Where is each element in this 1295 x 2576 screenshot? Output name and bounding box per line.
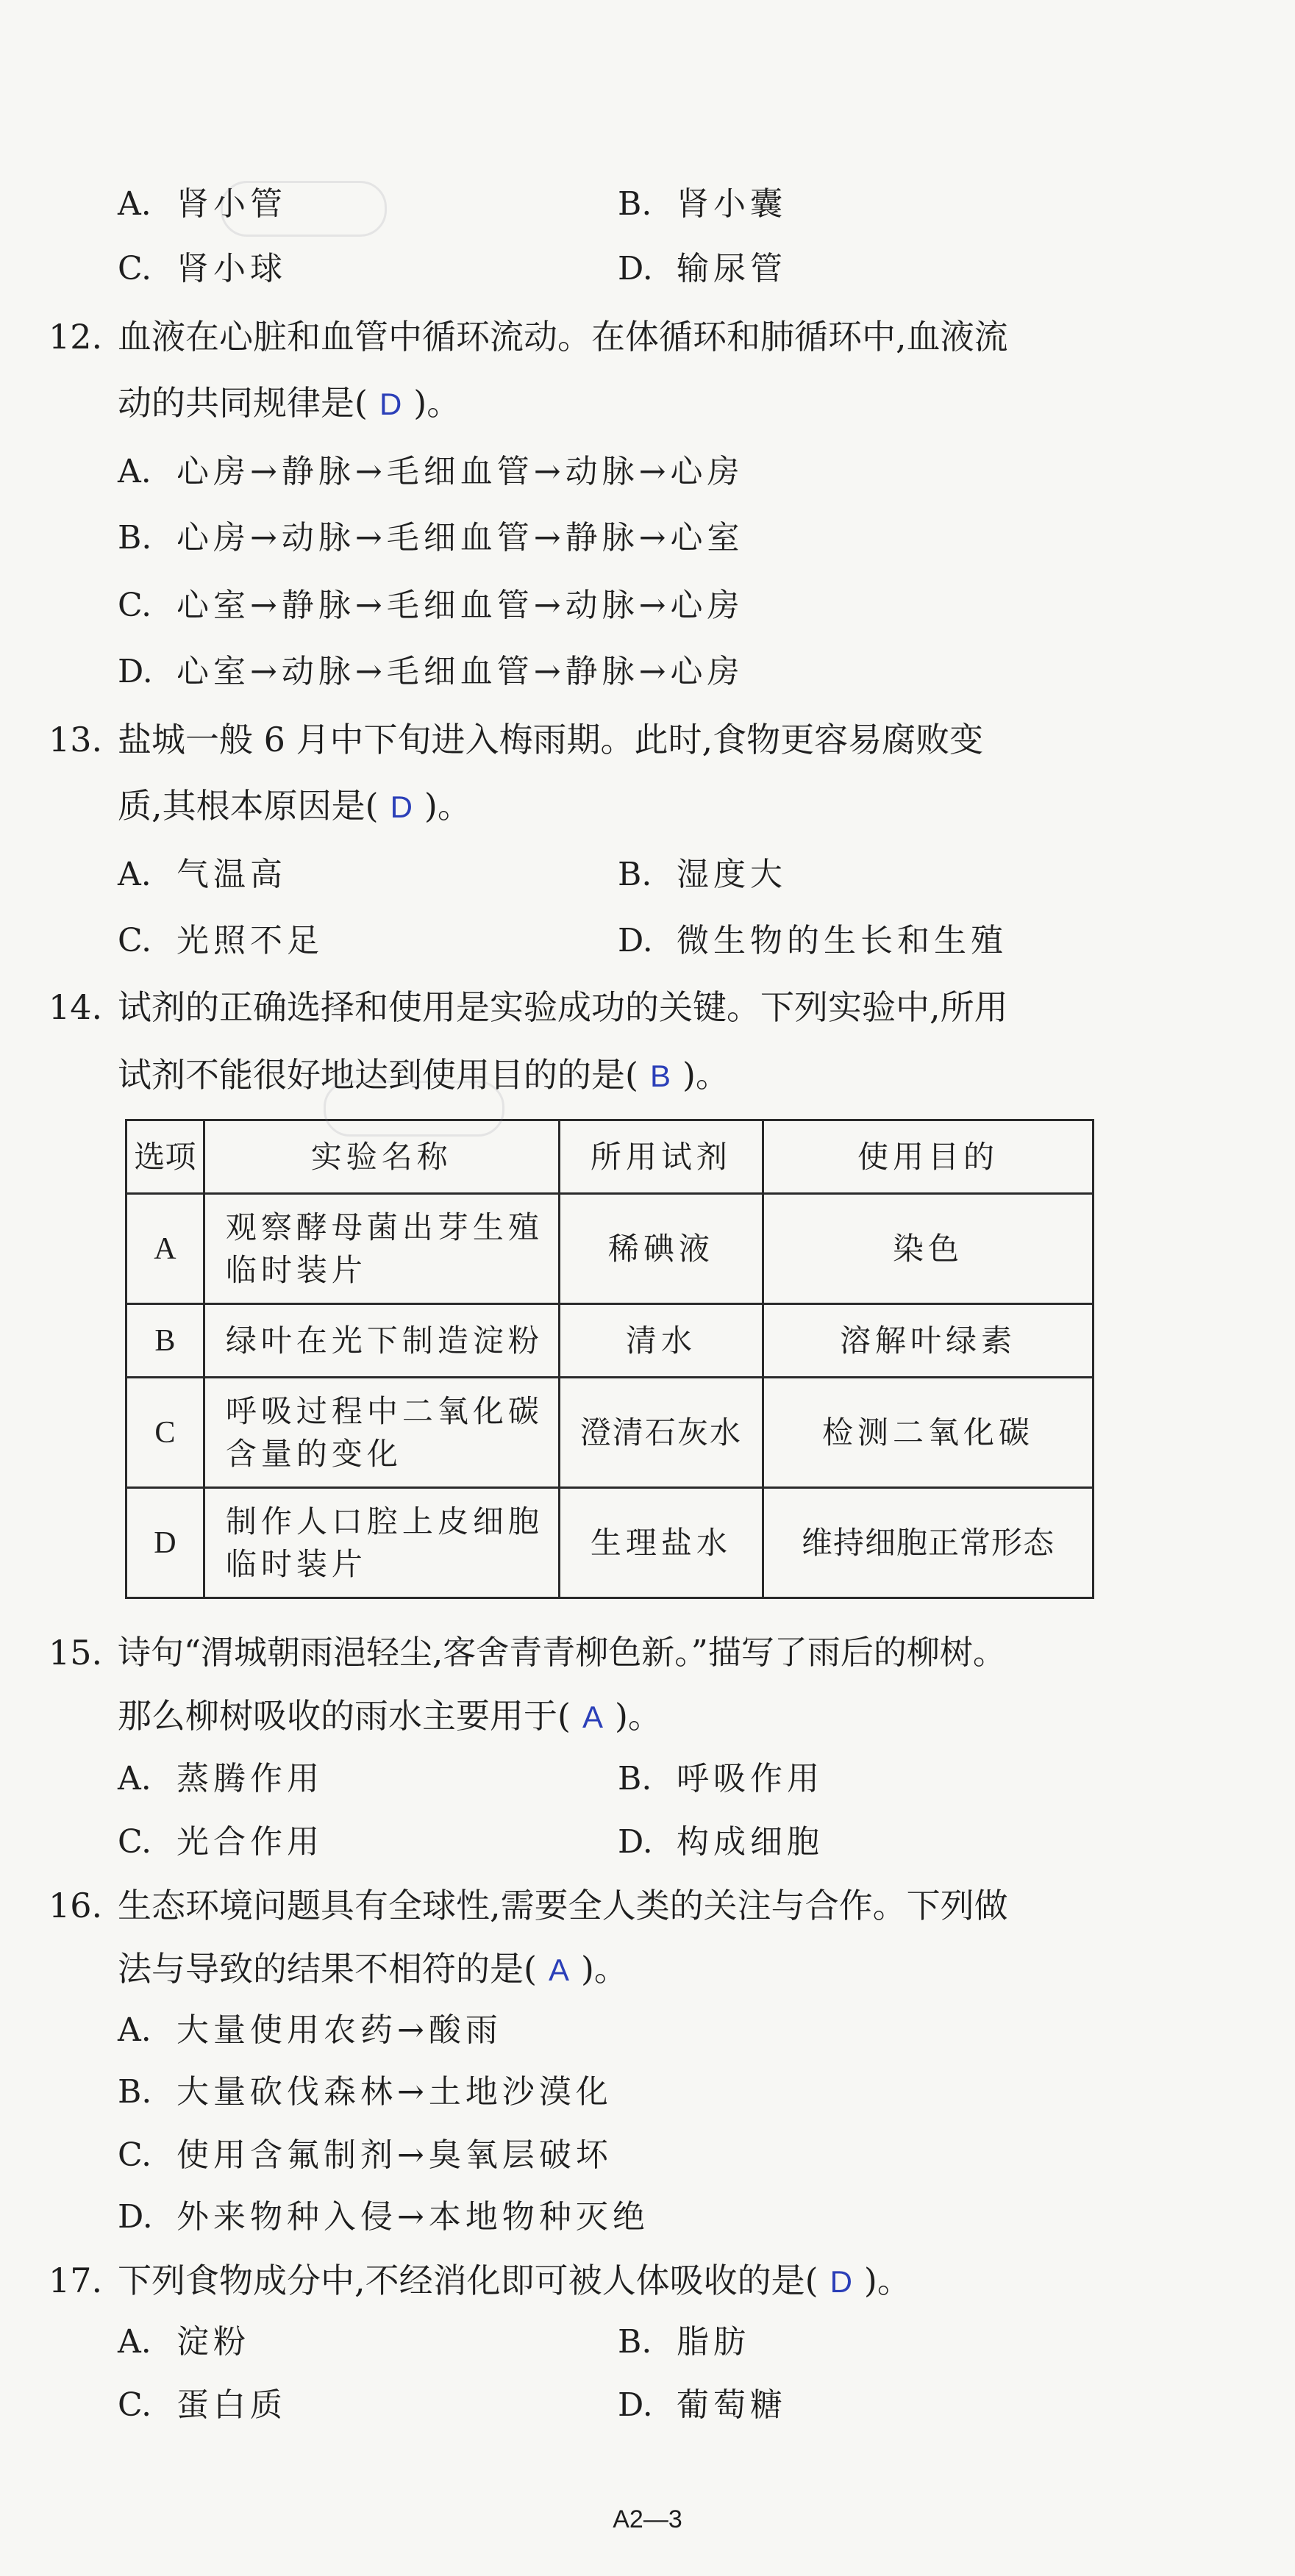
q16-answer: A [548, 1953, 569, 1987]
q13-answer: D [390, 790, 413, 824]
table-row [126, 1378, 1094, 1488]
q16-option-a: A. 大量使用农药→酸雨 [118, 2011, 502, 2049]
watermark-icon [221, 181, 387, 237]
table-cell-key: A [126, 1194, 204, 1304]
q16-option-b: B. 大量砍伐森林→土地沙漠化 [118, 2073, 613, 2111]
table-cell-key: C [126, 1378, 204, 1488]
q11-option-a: A. 肾小管 [118, 185, 287, 223]
page-number: A2—3 [613, 2505, 682, 2533]
q15-option-a: A. 蒸腾作用 [118, 1760, 324, 1797]
table-cell-purpose: 染色 [763, 1194, 1094, 1304]
q13-number: 13. [49, 720, 103, 759]
table-header: 使用目的 [763, 1120, 1094, 1194]
q11-option-c: C. 肾小球 [118, 250, 287, 287]
q12-stem-line1: 血液在心脏和血管中循环流动。在体循环和肺循环中,血液流 [118, 317, 1008, 357]
q17-option-c: C. 蛋白质 [118, 2386, 287, 2424]
q12-option-b: B. 心房→动脉→毛细血管→静脉→心室 [118, 519, 744, 557]
q15-answer: A [582, 1700, 603, 1734]
q17-option-a: A. 淀粉 [118, 2323, 250, 2361]
table-row [126, 1488, 1094, 1598]
q13-stem-line2: 质,其根本原因是( D )。 [118, 786, 471, 826]
q15-option-b: B. 呼吸作用 [618, 1760, 824, 1797]
q16-stem-line2: 法与导致的结果不相符的是( A )。 [118, 1949, 628, 1989]
q14-number: 14. [49, 987, 103, 1027]
table-cell-purpose: 检测二氧化碳 [763, 1378, 1094, 1488]
q16-option-d: D. 外来物种入侵→本地物种灭绝 [118, 2198, 649, 2236]
table-cell-key: B [126, 1304, 204, 1378]
q13-option-d: D. 微生物的生长和生殖 [618, 922, 1007, 959]
watermark-icon [324, 1081, 504, 1137]
table-header-row [126, 1120, 1094, 1194]
q15-stem-line1: 诗句“渭城朝雨浥轻尘,客舍青青柳色新。”描写了雨后的柳树。 [118, 1633, 1006, 1672]
q16-option-c: C. 使用含氟制剂→臭氧层破坏 [118, 2136, 613, 2174]
table-cell-name: 呼吸过程中二氧化碳 含量的变化 [204, 1378, 559, 1488]
table-cell-purpose: 溶解叶绿素 [763, 1304, 1094, 1378]
q13-option-a: A. 气温高 [118, 856, 287, 893]
q14-table [125, 1119, 1094, 1599]
table-cell-reagent: 澄清石灰水 [559, 1378, 763, 1488]
table-header: 选项 [126, 1120, 204, 1194]
q13-stem-line1: 盐城一般 6 月中下旬进入梅雨期。此时,食物更容易腐败变 [118, 720, 984, 759]
q12-option-a: A. 心房→静脉→毛细血管→动脉→心房 [118, 453, 744, 490]
table-cell-reagent: 生理盐水 [559, 1488, 763, 1598]
table-cell-key: D [126, 1488, 204, 1598]
table-cell-name: 观察酵母菌出芽生殖 临时装片 [204, 1194, 559, 1304]
q12-option-d: D. 心室→动脉→毛细血管→静脉→心房 [118, 653, 744, 690]
q14-answer: B [649, 1059, 671, 1093]
q15-option-d: D. 构成细胞 [618, 1823, 824, 1861]
q15-stem-line2: 那么柳树吸收的雨水主要用于( A )。 [118, 1696, 662, 1736]
q14-stem-line1: 试剂的正确选择和使用是实验成功的关键。下列实验中,所用 [118, 987, 1008, 1027]
q12-answer: D [379, 387, 402, 421]
q16-stem-line1: 生态环境问题具有全球性,需要全人类的关注与合作。下列做 [118, 1886, 1008, 1925]
q17-number: 17. [49, 2261, 103, 2300]
table-cell-purpose: 维持细胞正常形态 [763, 1488, 1094, 1598]
q11-option-b: B. 肾小囊 [618, 185, 787, 223]
table-row [126, 1194, 1094, 1304]
q15-option-c: C. 光合作用 [118, 1823, 324, 1861]
q17-option-b: B. 脂肪 [618, 2323, 750, 2361]
table-cell-name: 制作人口腔上皮细胞 临时装片 [204, 1488, 559, 1598]
table-row [126, 1304, 1094, 1378]
q12-stem-line2: 动的共同规律是( D )。 [118, 383, 461, 423]
q13-option-c: C. 光照不足 [118, 922, 324, 959]
q14-stem-line2: 试剂不能很好地达到使用目的的是( B )。 [118, 1055, 729, 1095]
q16-number: 16. [49, 1886, 103, 1925]
table-header: 实验名称 [204, 1120, 559, 1194]
q15-number: 15. [49, 1633, 103, 1672]
table-header: 所用试剂 [559, 1120, 763, 1194]
q11-option-d: D. 输尿管 [618, 250, 787, 287]
q17-option-d: D. 葡萄糖 [618, 2386, 787, 2424]
q13-option-b: B. 湿度大 [618, 856, 787, 893]
q12-option-c: C. 心室→静脉→毛细血管→动脉→心房 [118, 587, 744, 624]
q17-stem: 下列食物成分中,不经消化即可被人体吸收的是( D )。 [118, 2261, 911, 2300]
table-cell-reagent: 稀碘液 [559, 1194, 763, 1304]
q17-answer: D [830, 2264, 852, 2299]
q12-number: 12. [49, 317, 103, 357]
table-cell-reagent: 清水 [559, 1304, 763, 1378]
table-cell-name: 绿叶在光下制造淀粉 [204, 1304, 559, 1378]
